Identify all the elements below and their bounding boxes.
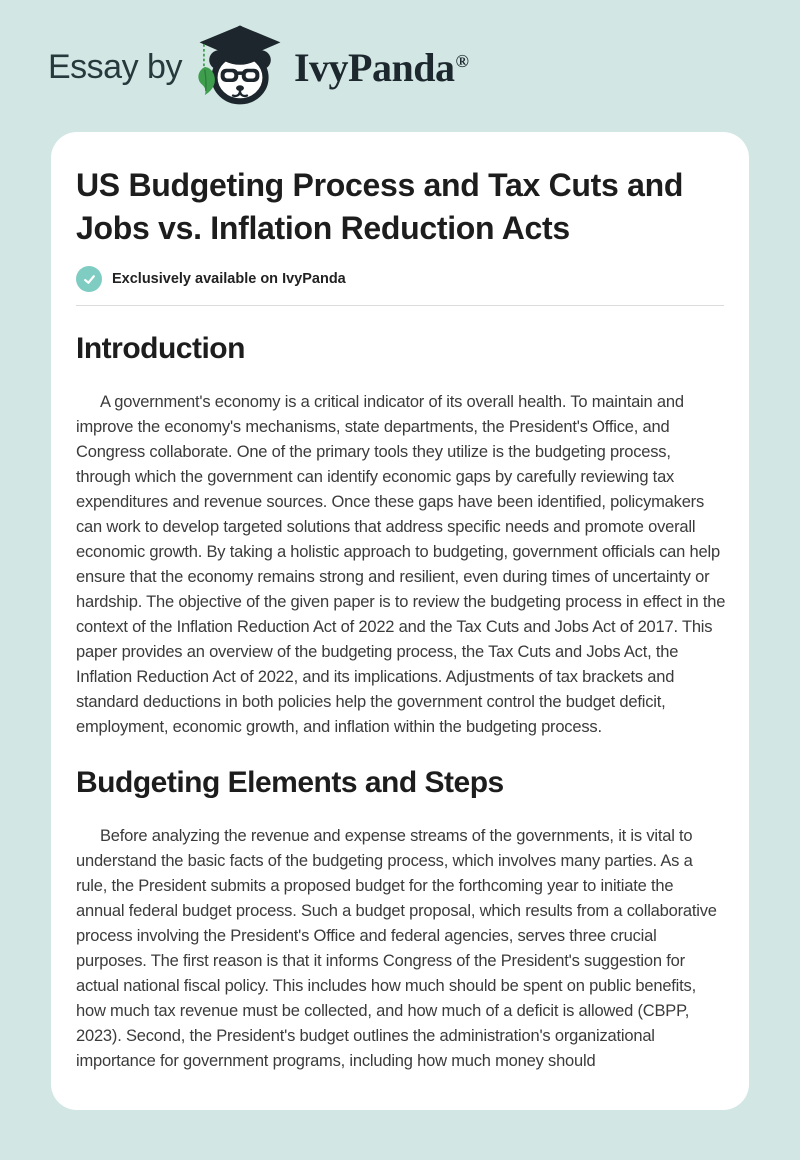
section-heading-introduction: Introduction — [76, 332, 245, 365]
brand-text: IvyPanda — [293, 44, 455, 90]
essay-title: US Budgeting Process and Tax Cuts and Jobs vs. Inflation Reduction Acts — [76, 167, 684, 246]
availability-label: Exclusively available on IvyPanda — [112, 271, 346, 287]
section-paragraph: A government's economy is a critical indicator of its overall health. To maintain and improve the economy's mechanisms, state departments, the President's Office, and Congress collaborate. One of the primary tools they utilize is the budgeting process, through which the government can identify economic gaps by carefully reviewing tax expenditures and revenue sources. Once these gaps have been identified, policymakers can work to develop targeted solutions that address specific needs and promote overall economic growth. By taking a holistic approach to budgeting, government officials can help ensure that the economy remains strong and resilient, even during times of uncertainty or hardship. The objective of the given paper is to review the budgeting process in effect in the context of the Inflation Reduction Act of 2022 and the Tax Cuts and Jobs Act of 2017. This paper provides an overview of the budgeting process, the Tax Cuts and Jobs Act, the Inflation Reduction Act of 2022, and its implications. Adjustments of tax brackets and standard deductions in both policies help the government control the budget deficit, employment, economic growth, and inflation within the budgeting process. — [76, 393, 726, 736]
brand-name — [294, 44, 468, 91]
section-budgeting-elements — [76, 765, 724, 1074]
section-heading-budgeting-elements: Budgeting Elements and Steps — [76, 766, 504, 799]
panda-graduate-icon — [196, 23, 284, 111]
essay-by-label: Essay by — [48, 47, 182, 86]
site-header — [0, 0, 800, 112]
essay-card — [51, 132, 749, 1110]
registered-mark: ® — [455, 50, 469, 71]
divider — [76, 305, 724, 306]
availability-badge — [76, 266, 724, 292]
check-icon — [76, 266, 102, 292]
section-introduction — [76, 331, 724, 740]
section-paragraph: Before analyzing the revenue and expense streams of the governments, it is vital to understand the basic facts of the budgeting process, which involves many parties. As a rule, the President submits a proposed budget for the forthcoming year to initiate the annual federal budget process. Such a budget proposal, which results from a collaborative process involving the President's Office and federal agencies, serves three crucial purposes. The first reason is that it informs Congress of the President's suggestion for actual national fiscal policy. This includes how much should be spent on public benefits, how much tax revenue must be collected, and how much of a deficit is allowed (CBPP, 2023). Second, the President's budget outlines the administration's organizational importance for government programs, including how much money should — [76, 827, 717, 1070]
